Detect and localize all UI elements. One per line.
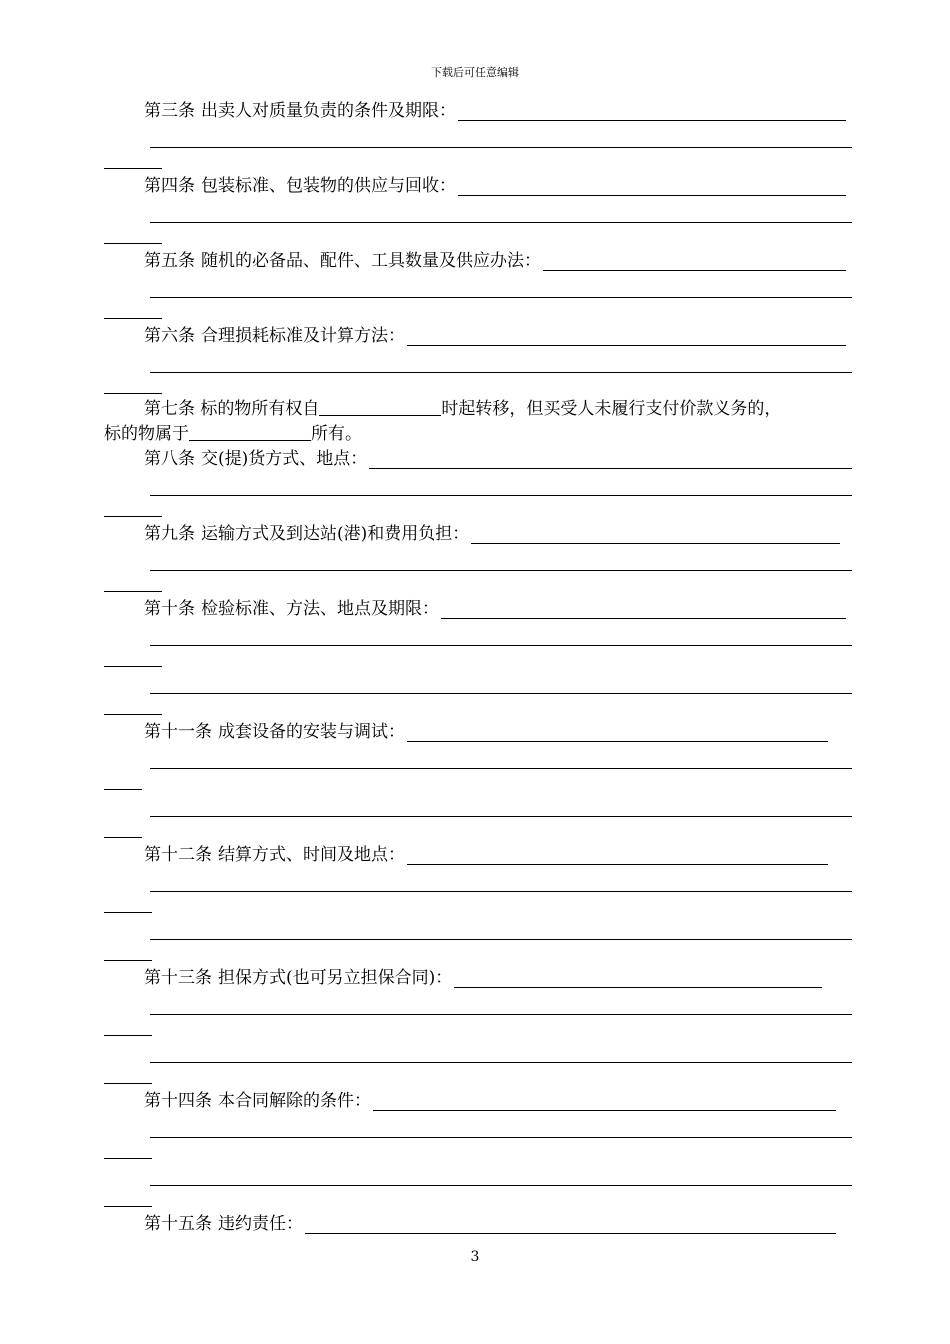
fill-blank[interactable] [543,252,846,271]
fill-line-end[interactable] [104,298,162,319]
article-number: 第十五条 [144,1214,212,1234]
fill-blank[interactable] [441,600,846,619]
article-number: 第四条 [144,176,195,196]
fill-blank[interactable] [407,723,828,742]
fill-line-end[interactable] [104,892,152,913]
fill-line-end[interactable] [104,1186,152,1207]
fill-blank[interactable] [407,846,828,865]
article-14 [104,1084,852,1111]
article-text: 合理损耗标准及计算方法： [201,326,405,346]
article-text: 交(提)货方式、地点： [201,449,368,469]
fill-blank[interactable] [407,327,846,346]
ownership-time-blank[interactable] [319,397,441,416]
article-text: 结算方式、时间及地点： [218,845,405,865]
article-4 [104,169,852,196]
fill-line-end[interactable] [104,223,162,244]
article-text: 包装标准、包装物的供应与回收： [201,176,456,196]
article-number: 第七条 [144,399,195,419]
article-8 [104,446,852,469]
fill-blank[interactable] [454,969,822,988]
article-text: 所有。 [311,424,362,444]
fill-blank[interactable] [458,102,846,121]
fill-line-end[interactable] [104,769,142,790]
fill-line-end[interactable] [104,694,162,715]
article-number: 第六条 [144,326,195,346]
fill-line-end[interactable] [104,817,142,838]
article-7-continued [104,422,852,446]
article-11 [104,715,852,742]
fill-line[interactable] [150,790,852,817]
article-7 [104,394,852,422]
fill-line[interactable] [150,913,852,940]
article-text: 成套设备的安装与调试： [218,722,405,742]
article-text: 担保方式(也可另立担保合同)： [218,968,453,988]
fill-line[interactable] [150,469,852,496]
page-header-note: 下载后可任意编辑 [431,66,519,79]
fill-line-end[interactable] [104,571,162,592]
article-9 [104,517,852,544]
fill-line-end[interactable] [104,1063,152,1084]
fill-line[interactable] [150,544,852,571]
fill-line[interactable] [150,1036,852,1063]
article-number: 第十条 [144,599,195,619]
fill-line[interactable] [150,196,852,223]
fill-line[interactable] [150,988,852,1015]
fill-blank[interactable] [471,525,840,544]
fill-line[interactable] [150,667,852,694]
fill-line[interactable] [150,619,852,646]
article-text: 标的物属于 [104,424,189,444]
article-number: 第十二条 [144,845,212,865]
fill-line-end[interactable] [104,373,162,394]
article-number: 第十四条 [144,1091,212,1111]
owner-blank[interactable] [189,422,311,441]
article-number: 第十三条 [144,968,212,988]
article-12 [104,838,852,865]
article-6 [104,319,852,346]
article-text: 标的物所有权自 [200,399,320,419]
fill-line[interactable] [150,271,852,298]
article-text: 随机的必备品、配件、工具数量及供应办法： [201,251,541,271]
fill-blank[interactable] [369,450,852,469]
fill-line-end[interactable] [104,646,162,667]
article-number: 第十一条 [144,722,212,742]
fill-line[interactable] [150,865,852,892]
contract-page [104,94,852,1234]
article-3 [104,94,852,121]
fill-line[interactable] [150,742,852,769]
fill-line-end[interactable] [104,940,152,961]
fill-line-end[interactable] [104,1138,152,1159]
fill-blank[interactable] [305,1215,836,1234]
fill-line[interactable] [150,121,852,148]
page-number: 3 [470,1249,480,1265]
article-text: 检验标准、方法、地点及期限： [201,599,439,619]
article-15 [104,1207,852,1234]
fill-blank[interactable] [458,177,846,196]
fill-line[interactable] [150,1159,852,1186]
article-text: 运输方式及到达站(港)和费用负担： [201,524,470,544]
article-number: 第八条 [144,449,195,469]
article-number: 第九条 [144,524,195,544]
fill-line-end[interactable] [104,1015,152,1036]
article-text: 违约责任： [218,1214,303,1234]
article-number: 第五条 [144,251,195,271]
fill-blank[interactable] [373,1092,836,1111]
article-10 [104,592,852,619]
article-text: 出卖人对质量负责的条件及期限： [201,101,456,121]
article-text: 本合同解除的条件： [218,1091,371,1111]
article-text: 时起转移，但买受人未履行支付价款义务的， [441,399,782,419]
fill-line[interactable] [150,346,852,373]
article-13 [104,961,852,988]
article-5 [104,244,852,271]
fill-line[interactable] [150,1111,852,1138]
fill-line-end[interactable] [104,496,162,517]
fill-line-end[interactable] [104,148,162,169]
article-number: 第三条 [144,101,195,121]
